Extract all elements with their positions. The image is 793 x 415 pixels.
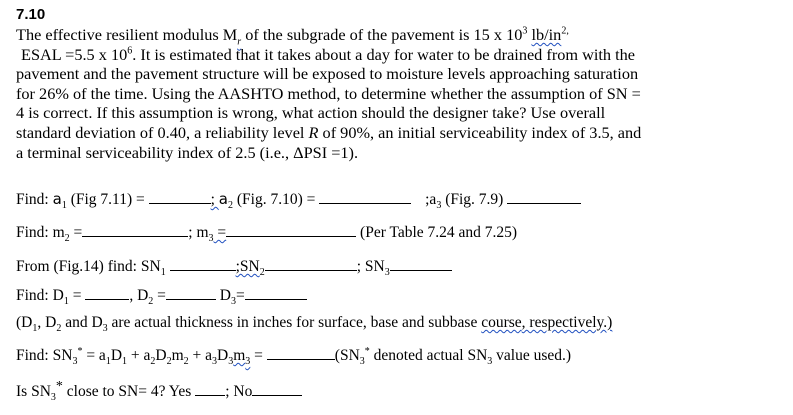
find-structural-numbers: From (Fig.14) find: $SN_1$ $;SN_2$ ; $SN_3$ (16, 256, 452, 277)
statement-line-7: a terminal serviceability index of 2.5 (i.e., ΔPSI =1). (16, 142, 359, 162)
statement-line-1: The effective resilient modulus $M_r$ of the subgrade of the pavement is 15 x $10^3$ $lb/in^{2,}$ (16, 25, 569, 48)
statement-line-4: for 26% of the time. Using the AASHTO method, to determine whether the assumption of SN = (16, 83, 641, 103)
find-drainage-coefficients: Find: $m_2$ = ; $m_3 = (Per$ Table 7.24 and 7.25) (16, 224, 518, 245)
statement-line-6: standard deviation of 0.40, a reliability level R of 90%, an initial serviceability index of 3.5, and (16, 122, 642, 142)
sn3-actual-answer-blank[interactable] (267, 345, 335, 360)
final-question: Is $SN_3^*$ close to SN= 4? Yes ; No (16, 381, 302, 402)
a2-answer-blank[interactable] (319, 189, 411, 204)
find-layer-coefficients: Find: $a_1$ (Fig 7.11) = ; $a_2$ (Fig. $7.10) = ;a_3$ (Fig. 7.9) (16, 189, 581, 210)
sn2-answer-blank[interactable] (265, 256, 357, 271)
a3-answer-blank[interactable] (507, 189, 581, 204)
d3-answer-blank[interactable] (245, 285, 307, 300)
thickness-note: ($D_1$, $D_2$ and $D_3$ are actual thickness in inches for surface, base and subbase course, respectively.) (16, 314, 613, 335)
statement-line-3: pavement and the pavement structure will be exposed to moisture levels approaching saturation (16, 64, 639, 84)
yes-answer-blank[interactable] (195, 381, 225, 396)
statement-line-2: ESAL =5.5 x $10^6$. It is estimated that it takes about a day for water to be drained from with the (21, 44, 636, 64)
sn1-answer-blank[interactable] (170, 256, 236, 271)
sn3-answer-blank[interactable] (390, 256, 452, 271)
no-answer-blank[interactable] (252, 381, 302, 396)
d2-answer-blank[interactable] (166, 285, 216, 300)
m2-answer-blank[interactable] (82, 222, 188, 237)
problem-number: 7.10 (16, 6, 46, 23)
statement-line-5: 4 is correct. If this assumption is wrong, what action should the designer take? Use overall (16, 103, 606, 123)
find-thicknesses: Find: $D_1$ = , $D_2 = D_3=$ (16, 285, 307, 306)
problem-statement (16, 25, 786, 162)
m3-answer-blank[interactable] (226, 222, 356, 237)
a1-answer-blank[interactable] (149, 189, 211, 204)
d1-answer-blank[interactable] (85, 285, 129, 300)
sn3-formula: Find: $SN_3^* = a_1D_1 + a_2D_2m_2 + a_3D_3m_3 = (SN_3^*$ denoted actual $SN_3$ value used.) (16, 345, 572, 368)
